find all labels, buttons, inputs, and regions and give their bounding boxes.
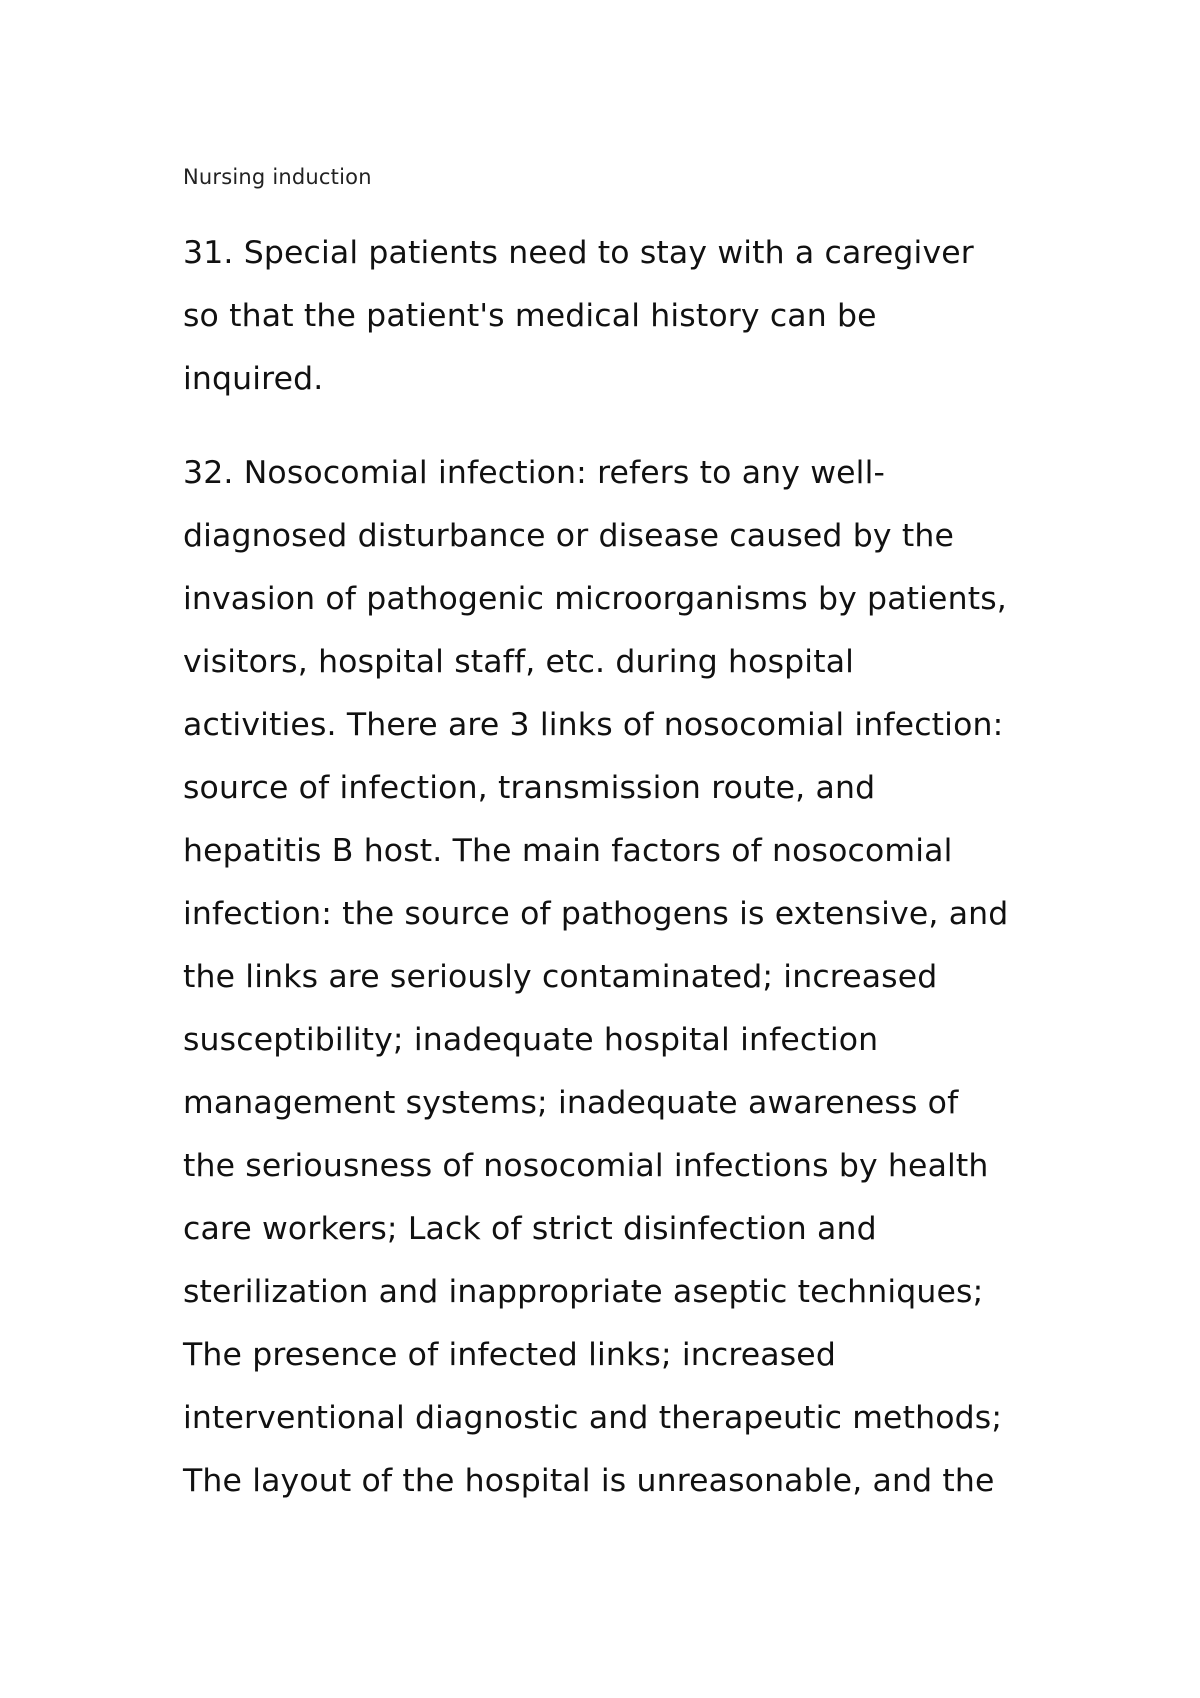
paragraph-line: so that the patient's medical history can be	[183, 298, 877, 334]
paragraph-line: care workers; Lack of strict disinfection and	[183, 1211, 877, 1247]
paragraph-line: hepatitis B host. The main factors of nosocomial	[183, 833, 953, 869]
paragraph-line: source of infection, transmission route, and	[183, 770, 876, 806]
paragraph-line: inquired.	[183, 361, 324, 397]
paragraph-line: visitors, hospital staff, etc. during hospital	[183, 644, 855, 680]
paragraph-32	[183, 442, 1008, 1513]
paragraph-line: susceptibility; inadequate hospital infection	[183, 1022, 879, 1058]
paragraph-line: the seriousness of nosocomial infections by health	[183, 1148, 989, 1184]
paragraph-line: 31. Special patients need to stay with a caregiver	[183, 235, 974, 271]
paragraph-31	[183, 222, 974, 411]
paragraph-line: invasion of pathogenic microorganisms by patients,	[183, 581, 1007, 617]
paragraph-line: infection: the source of pathogens is extensive, and	[183, 896, 1009, 932]
paragraph-line: sterilization and inappropriate aseptic techniques;	[183, 1274, 984, 1310]
paragraph-line: 32. Nosocomial infection: refers to any well-	[183, 455, 885, 491]
page-header: Nursing induction	[183, 165, 372, 189]
paragraph-line: diagnosed disturbance or disease caused by the	[183, 518, 954, 554]
paragraph-line: The layout of the hospital is unreasonable, and the	[183, 1463, 995, 1499]
paragraph-line: The presence of infected links; increased	[183, 1337, 836, 1373]
paragraph-line: the links are seriously contaminated; increased	[183, 959, 938, 995]
paragraph-line: management systems; inadequate awareness of	[183, 1085, 959, 1121]
paragraph-line: interventional diagnostic and therapeutic methods;	[183, 1400, 1003, 1436]
paragraph-line: activities. There are 3 links of nosocomial infection:	[183, 707, 1004, 743]
